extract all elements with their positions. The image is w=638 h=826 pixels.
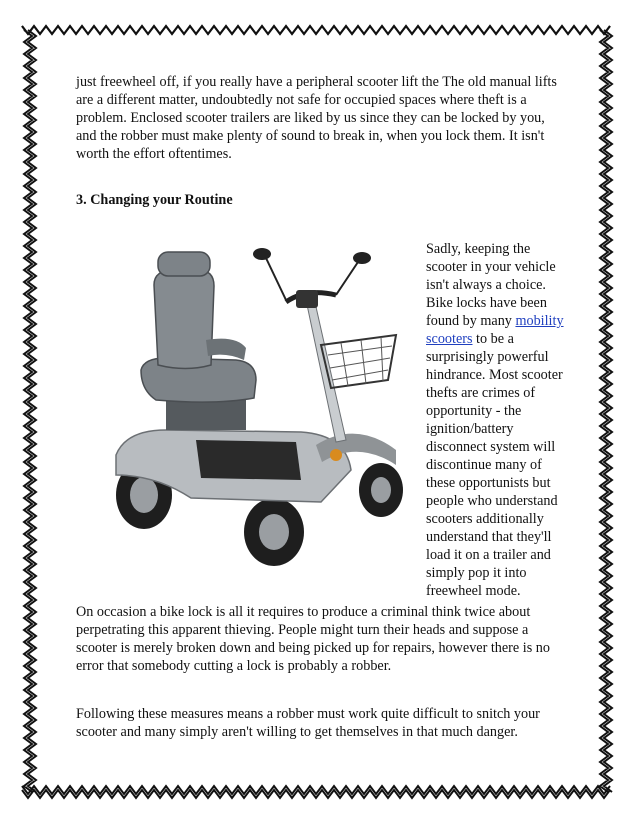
front-light (330, 449, 342, 461)
side-text-start: Sadly, keeping the scooter in your vehicle isn't always a choice. Bike locks have been found by many (426, 241, 556, 329)
mirror-left (253, 248, 271, 260)
closing-paragraph: Following these measures means a robber must work quite difficult to snitch your scooter and many simply aren't willing to get themselves in that much danger. (76, 706, 540, 740)
mobility-scooters-link[interactable]: mobility scooters (426, 313, 564, 347)
side-paragraph (426, 240, 568, 600)
intro-paragraph: just freewheel off, if you really have a peripheral scooter lift the The old manual lifts are a different matter, undoubtedly not safe for occupied spaces where theft is a problem. Enclosed scooter trailers are liked by us since they can be locked by you, and the robber must make plenty of sound to break in, when you lock them. It isn't worth the effort oftentimes. (76, 74, 557, 162)
side-text-end: to be a surprisingly powerful hindrance. Most scooter thefts are crimes of opportunity - the ignition/battery disconnect system will discontinue many of these opportunists but people who understand scooters additionally understand that they'll load it on a trailer and simply pop it into freewheel mode. (426, 331, 563, 599)
scooter-figure (96, 240, 416, 570)
mobility-scooter-icon (96, 240, 416, 570)
zigzag-border-edge (22, 26, 610, 34)
zigzag-border-edge (22, 786, 610, 794)
bike-lock-paragraph: On occasion a bike lock is all it requires to produce a criminal think twice about perpetrating this apparent thieving. People might turn their heads and suppose a scooter is merely broken down and being picked up for repairs, however there is no error that somebody cutting a lock is probably a robber. (76, 604, 550, 674)
headrest (158, 252, 210, 276)
seat-back (154, 270, 214, 369)
mirror-right (353, 252, 371, 264)
section-heading: 3. Changing your Routine (76, 192, 233, 208)
